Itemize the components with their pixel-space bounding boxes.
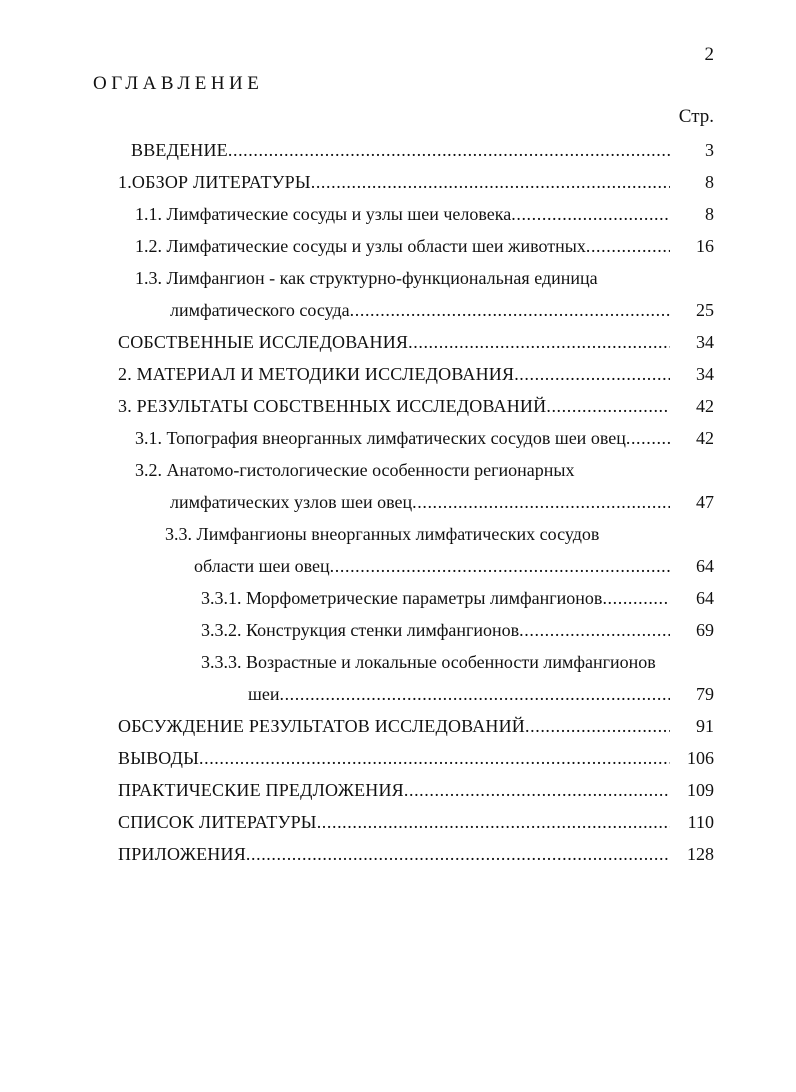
dot-leader <box>279 681 670 707</box>
toc-entry-text: ПРАКТИЧЕСКИЕ ПРЕДЛОЖЕНИЯ <box>118 780 404 800</box>
dot-leader <box>330 553 670 579</box>
toc-entry-page: 109 <box>687 780 714 800</box>
dot-leader <box>525 713 670 739</box>
toc-entry-3-3-continued[interactable] <box>194 553 670 579</box>
toc-entry-2-materials-methods[interactable] <box>118 361 670 387</box>
toc-entry-page: 42 <box>696 396 714 416</box>
toc-entry-page: 128 <box>687 844 714 864</box>
toc-entry-3-3[interactable]: 3.3. Лимфангионы внеорганных лимфатических сосудов <box>165 524 600 544</box>
toc-entry-page: 64 <box>696 556 714 576</box>
toc-entry-text: лимфатических узлов шеи овец <box>170 492 413 512</box>
toc-entry-text: 1.1. Лимфатические сосуды и узлы шеи человека <box>135 204 512 224</box>
toc-entry-text: шеи <box>248 684 280 704</box>
toc-entry-appendices[interactable] <box>118 841 670 867</box>
toc-entry-text: 2. МАТЕРИАЛ И МЕТОДИКИ ИССЛЕДОВАНИЯ <box>118 364 515 384</box>
toc-entry-page: 69 <box>696 620 714 640</box>
toc-entry-text: ОБСУЖДЕНИЕ РЕЗУЛЬТАТОВ ИССЛЕДОВАНИЙ <box>118 716 526 736</box>
toc-entry-3-results[interactable] <box>118 393 670 419</box>
toc-entry-text: 1.ОБЗОР ЛИТЕРАТУРЫ <box>118 172 311 192</box>
toc-title: ОГЛАВЛЕНИЕ <box>93 73 264 94</box>
toc-entry-3-3-1[interactable] <box>201 585 670 611</box>
toc-entry-page: 16 <box>696 236 714 256</box>
dot-leader <box>602 585 670 611</box>
toc-entry-text: 1.2. Лимфатические сосуды и узлы области шеи животных <box>135 236 586 256</box>
toc-entry-literature-review[interactable] <box>118 169 670 195</box>
toc-entry-page: 42 <box>696 428 714 448</box>
toc-entry-page: 34 <box>696 364 714 384</box>
dot-leader <box>408 329 670 355</box>
toc-entry-text: ПРИЛОЖЕНИЯ <box>118 844 246 864</box>
toc-entry-text: 3.1. Топография внеорганных лимфатических сосудов шеи овец <box>135 428 626 448</box>
toc-entry-page: 8 <box>705 204 714 224</box>
toc-entry-page: 64 <box>696 588 714 608</box>
toc-entry-3-2[interactable]: 3.2. Анатомо-гистологические особенности регионарных <box>135 460 575 480</box>
dot-leader <box>311 169 670 195</box>
toc-entry-page: 47 <box>696 492 714 512</box>
toc-entry-text: 3. РЕЗУЛЬТАТЫ СОБСТВЕННЫХ ИССЛЕДОВАНИЙ <box>118 396 547 416</box>
toc-entry-3-3-3[interactable]: 3.3.3. Возрастные и локальные особенности лимфангионов <box>201 652 656 672</box>
toc-entry-1-3[interactable]: 1.3. Лимфангион - как структурно-функциональная единица <box>135 268 598 288</box>
toc-entry-conclusions[interactable] <box>118 745 670 771</box>
toc-entry-text: ВВЕДЕНИЕ <box>131 140 228 160</box>
toc-entry-page: 25 <box>696 300 714 320</box>
dot-leader <box>199 745 670 771</box>
dot-leader <box>317 809 670 835</box>
toc-entry-text: 3.3.1. Морфометрические параметры лимфангионов <box>201 588 603 608</box>
toc-entry-text: области шеи овец <box>194 556 330 576</box>
dot-leader <box>546 393 670 419</box>
dot-leader <box>404 777 670 803</box>
page-column-label: Стр. <box>678 106 714 127</box>
toc-entry-page: 91 <box>696 716 714 736</box>
toc-entry-page: 8 <box>705 172 714 192</box>
dot-leader <box>514 361 670 387</box>
toc-entry-text: лимфатического сосуда <box>170 300 350 320</box>
toc-entry-page: 110 <box>687 812 714 832</box>
toc-entry-own-research[interactable] <box>118 329 670 355</box>
dot-leader <box>412 489 670 515</box>
toc-entry-page: 79 <box>696 684 714 704</box>
toc-entry-text: 3.3.2. Конструкция стенки лимфангионов <box>201 620 520 640</box>
toc-entry-text: ВЫВОДЫ <box>118 748 199 768</box>
toc-entry-3-3-2[interactable] <box>201 617 670 643</box>
dot-leader <box>586 233 670 259</box>
dot-leader <box>246 841 670 867</box>
toc-entry-3-1[interactable] <box>135 425 670 451</box>
toc-entry-text: СПИСОК ЛИТЕРАТУРЫ <box>118 812 317 832</box>
toc-entry-page: 106 <box>687 748 714 768</box>
toc-entry-3-2-continued[interactable] <box>170 489 670 515</box>
toc-entry-1-2[interactable] <box>135 233 670 259</box>
toc-entry-1-3-continued[interactable] <box>170 297 670 323</box>
page-number: 2 <box>704 44 714 65</box>
toc-entry-page: 3 <box>705 140 714 160</box>
toc-entry-page: 34 <box>696 332 714 352</box>
dot-leader <box>350 297 670 323</box>
toc-entry-1-1[interactable] <box>135 201 670 227</box>
toc-entry-3-3-3-continued[interactable] <box>248 681 670 707</box>
dot-leader <box>228 137 670 163</box>
toc-entry-discussion[interactable] <box>118 713 670 739</box>
dot-leader <box>626 425 670 451</box>
dot-leader <box>511 201 670 227</box>
toc-entry-introduction[interactable] <box>131 137 670 163</box>
toc-entry-practical-proposals[interactable] <box>118 777 670 803</box>
toc-entry-text: СОБСТВЕННЫЕ ИССЛЕДОВАНИЯ <box>118 332 409 352</box>
toc-entry-references[interactable] <box>118 809 670 835</box>
dot-leader <box>519 617 670 643</box>
